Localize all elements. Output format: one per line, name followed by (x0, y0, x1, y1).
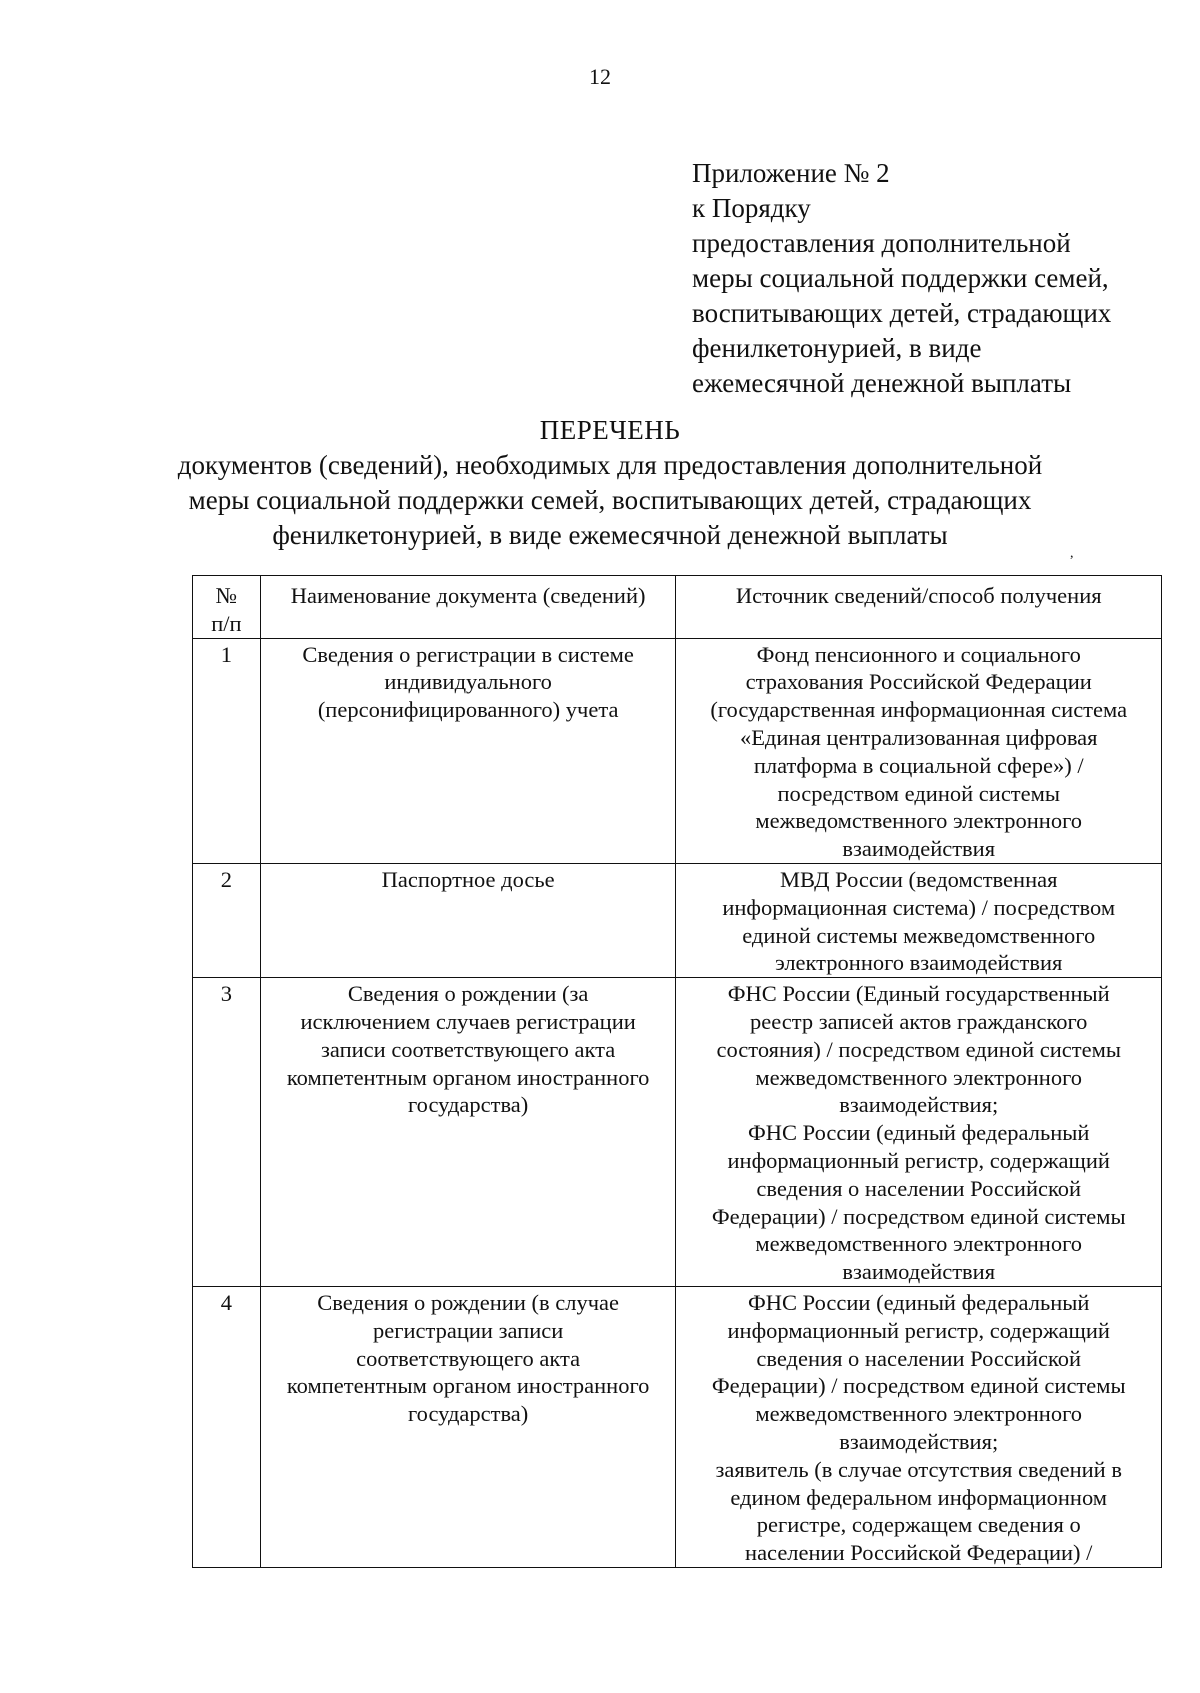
document-name-line: Паспортное досье (381, 866, 555, 892)
row-number: 2 (193, 863, 261, 977)
appendix-line: ежемесячной денежной выплаты (692, 368, 1072, 398)
source-line: информационный регистр, содержащий (727, 1147, 1110, 1173)
source-line: страхования Российской Федерации (745, 669, 1092, 695)
title-heading: ПЕРЕЧЕНЬ (539, 415, 681, 445)
source-line: межведомственного электронного (755, 1064, 1083, 1090)
appendix-line: предоставления дополнительной (692, 228, 1071, 258)
appendix-line: к Порядку (692, 193, 811, 223)
row-number: 4 (193, 1286, 261, 1567)
stray-mark: , (1070, 546, 1074, 561)
source-line: ФНС России (единый федеральный (748, 1120, 1090, 1146)
source-line: информационная система) / посредством (722, 894, 1116, 920)
title-subtitle-line: меры социальной поддержки семей, воспитывающих детей, страдающих (188, 485, 1032, 515)
source-line: межведомственного электронного (755, 808, 1083, 834)
document-name-line: компетентным органом иностранного (286, 1373, 650, 1399)
title-subtitle-line: документов (сведений), необходимых для предоставления дополнительной (177, 450, 1043, 480)
source-line: электронного взаимодействия (775, 950, 1063, 976)
appendix-note (692, 156, 1162, 401)
source-line: сведения о населении Российской (756, 1175, 1082, 1201)
source-line: взаимодействия (842, 836, 996, 862)
source-line: взаимодействия (842, 1259, 996, 1285)
document-name-line: государства) (407, 1092, 529, 1118)
table-row (193, 863, 1162, 977)
document-name-line: записи соответствующего акта (321, 1036, 616, 1062)
source-line: взаимодействия; (839, 1428, 999, 1454)
row-number: 3 (193, 978, 261, 1287)
document-name-line: индивидуального (384, 669, 552, 695)
source-line: «Единая централизованная цифровая (739, 724, 1098, 750)
table-row (193, 978, 1162, 1287)
appendix-line: фенилкетонурией, в виде (692, 333, 982, 363)
source-line: населении Российской Федерации) / (745, 1540, 1093, 1566)
row-document-name (260, 863, 676, 977)
table-body (193, 638, 1162, 1567)
source-line: ФНС России (Единый государственный (727, 981, 1110, 1007)
source-line: (государственная информационная система (710, 697, 1128, 723)
table-row (193, 1286, 1162, 1567)
source-line: Федерации) / посредством единой системы (711, 1203, 1126, 1229)
source-line: межведомственного электронного (755, 1401, 1083, 1427)
document-name-line: регистрации записи (372, 1317, 564, 1343)
header-name: Наименование документа (сведений) (260, 576, 676, 639)
source-line: сведения о населении Российской (756, 1345, 1082, 1371)
source-line: Федерации) / посредством единой системы (711, 1373, 1126, 1399)
source-line: информационный регистр, содержащий (727, 1317, 1110, 1343)
document-name-line: исключением случаев регистрации (300, 1008, 636, 1034)
source-line: заявитель (в случае отсутствия сведений в (715, 1456, 1122, 1482)
document-name-line: (персонифицированного) учета (317, 697, 619, 723)
document-name-line: соответствующего акта (356, 1345, 581, 1371)
header-source: Источник сведений/способ получения (676, 576, 1162, 639)
source-line: ФНС России (единый федеральный (748, 1289, 1090, 1315)
appendix-line: воспитывающих детей, страдающих (692, 298, 1112, 328)
title-subtitle-line: фенилкетонурией, в виде ежемесячной денежной выплаты (272, 520, 948, 550)
document-name-line: Сведения о регистрации в системе (302, 641, 634, 667)
table-row (193, 638, 1162, 863)
row-document-name (260, 978, 676, 1287)
page-number: 12 (589, 64, 611, 89)
row-document-name (260, 638, 676, 863)
source-line: регистре, содержащем сведения о (756, 1512, 1081, 1538)
source-line: едином федеральном информационном (730, 1484, 1108, 1510)
source-line: МВД России (ведомственная (779, 866, 1058, 892)
appendix-line: меры социальной поддержки семей, (692, 263, 1109, 293)
document-title (160, 413, 1060, 553)
row-source (676, 1286, 1162, 1567)
document-name-line: Сведения о рождении (за (347, 981, 589, 1007)
documents-table (192, 575, 1162, 1568)
row-source (676, 978, 1162, 1287)
source-line: единой системы межведомственного (742, 922, 1096, 948)
source-line: межведомственного электронного (755, 1231, 1083, 1257)
source-line: посредством единой системы (777, 780, 1060, 806)
document-name-line: Сведения о рождении (в случае (317, 1289, 619, 1315)
row-number: 1 (193, 638, 261, 863)
header-number: № п/п (193, 576, 261, 639)
source-line: взаимодействия; (839, 1092, 999, 1118)
appendix-line: Приложение № 2 (692, 158, 890, 188)
row-source (676, 863, 1162, 977)
source-line: платформа в социальной сфере») / (753, 752, 1084, 778)
row-source (676, 638, 1162, 863)
source-line: реестр записей актов гражданского (750, 1008, 1088, 1034)
source-line: Фонд пенсионного и социального (756, 641, 1081, 667)
row-document-name (260, 1286, 676, 1567)
source-line: состояния) / посредством единой системы (716, 1036, 1121, 1062)
table-header-row (193, 576, 1162, 639)
document-name-line: компетентным органом иностранного (286, 1064, 650, 1090)
document-name-line: государства) (407, 1401, 529, 1427)
